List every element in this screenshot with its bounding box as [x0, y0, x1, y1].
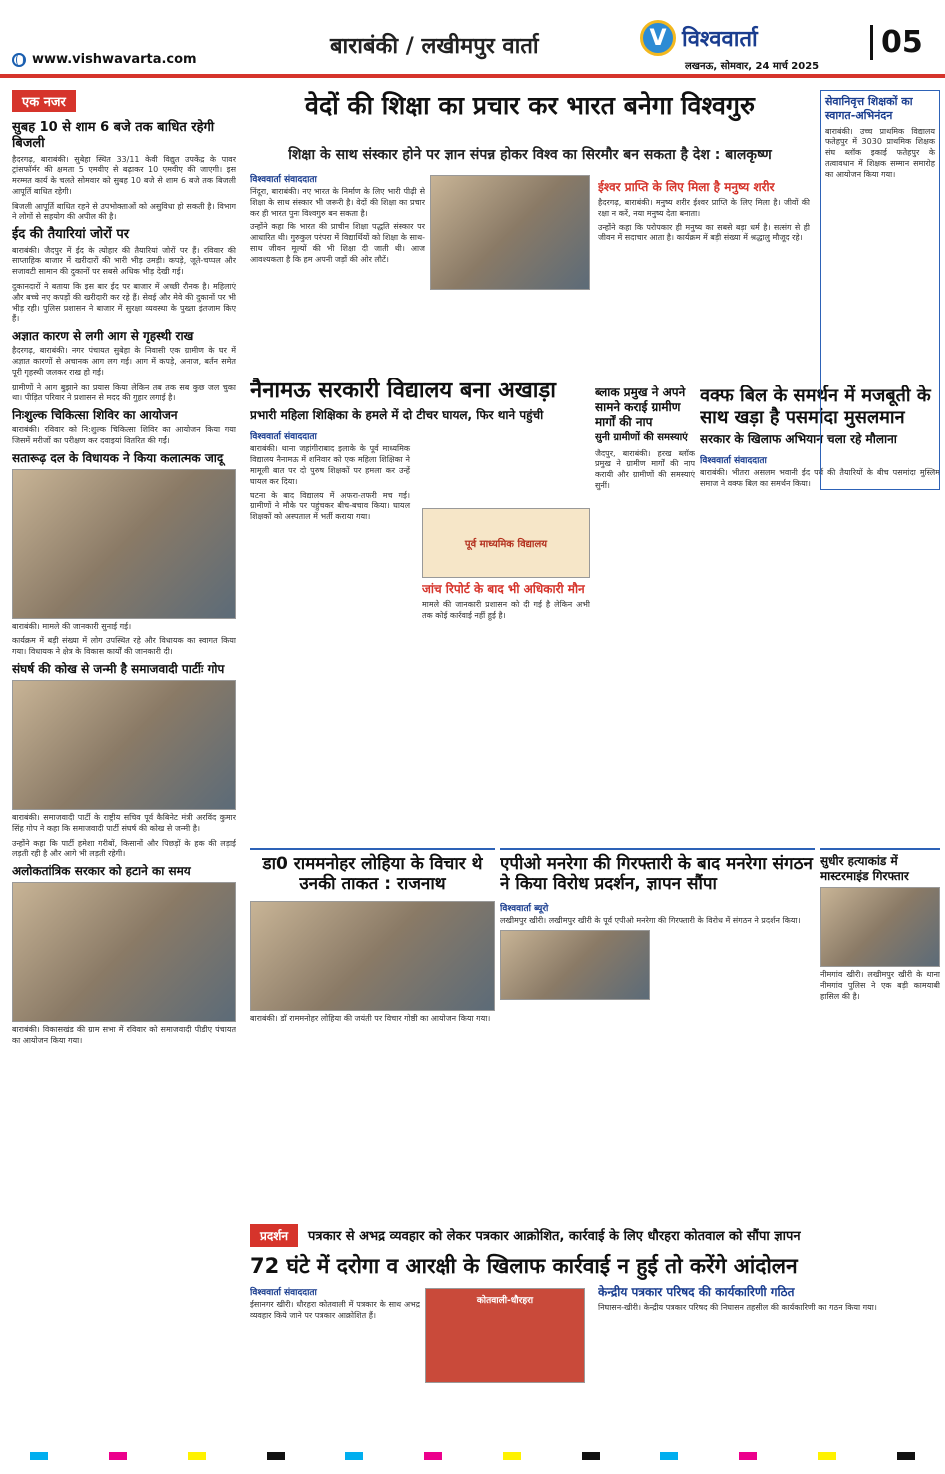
swatch — [424, 1452, 442, 1460]
lead-headline: वेदों की शिक्षा का प्रचार कर भारत बनेगा विश्वगुरु — [305, 91, 755, 120]
mnrega-story — [500, 848, 815, 1218]
waqf-byline: विश्ववार्ता संवाददाता — [700, 456, 767, 467]
left-item-title: निःशुल्क चिकित्सा शिविर का आयोजन — [12, 408, 178, 423]
swatch — [660, 1452, 678, 1460]
left-item-title: ईद की तैयारियां जोरों पर — [12, 227, 130, 243]
lead-photo — [430, 175, 590, 290]
site-url-text: www.vishwavarta.com — [32, 52, 197, 67]
block-headline: ब्लाक प्रमुख ने अपने सामने कराई ग्रामीण मार्गों की नाप — [595, 385, 686, 429]
mnrega-photo — [500, 930, 650, 1000]
left-item-text: हैदरगढ़, बाराबंकी। सुबेहा स्थित 33/11 केवी विद्युत उपकेंद्र के पावर ट्रांसफॉर्मर की क्षमता 5 एमवीए से बढ़ाकर 10 एमवीए की जाएगी। इस मरम्मत कार्य के चलते सोमवार को सुबह 10 बजे से शाम 6 बजे तक बिजली आपूर्ति बाधित रहेगी। — [12, 154, 236, 196]
waqf-body: बाराबंकी। भीतरा असलम भवानी ईद पर्व की तैयारियों के बीच पसमांदा मुस्लिम समाज ने वक्फ बिल का समर्थन किया। — [700, 468, 940, 488]
left-item-title: अज्ञात कारण से लगी आग से गृहस्थी राख — [12, 329, 194, 344]
print-color-bar — [0, 1452, 945, 1464]
retired-teachers-title: सेवानिवृत्त शिक्षकों का स्वागत-अभिनंदन — [825, 95, 913, 122]
page-number: 05 — [870, 25, 923, 60]
bottom-byline: विश्ववार्ता संवाददाता — [250, 1288, 317, 1298]
inquiry-story — [422, 582, 590, 682]
block-story — [595, 385, 695, 745]
site-url[interactable] — [12, 52, 197, 67]
lohia-body: बाराबंकी। डॉ राममनोहर लोहिया की जयंती पर विचार गोष्ठी का आयोजन किया गया। — [250, 1013, 491, 1023]
left-item-title: सुबह 10 से शाम 6 बजे तक बाधित रहेगी बिजली — [12, 120, 215, 152]
lohia-story — [250, 848, 495, 1218]
school-body: बाराबंकी। थाना जहांगीराबाद इलाके के पूर्व माध्यमिक विद्यालय नैनामऊ में शनिवार को एक महिला शिक्षिका ने मामूली बात पर दो पुरुष शिक्षकों पर हमला कर उन्हें घायल कर दिया। — [250, 444, 410, 486]
swatch — [897, 1452, 915, 1460]
left-item: ईद की तैयारियां जोरों पर बाराबंकी। जैदपुर में ईद के त्योहार की तैयारियां जोरों पर हैं। रविवार की साप्ताहिक बाजार में खरीदारों की भारी भीड़ उमड़ी। कपड़े, जूते-चप्पल और सजावटी सामान की दुकानों पर सबसे अधिक भीड़ देखी गई। दुकानदारों ने बताया कि इस बार ईद पर बाजार में अच्छी रौनक है। महिलाएं और बच्चे नए कपड़ों की खरीदारी कर रहे हैं। सेवई और मेवे की दुकानों पर भी भीड़ रही। पुलिस प्रशासन ने बाजार में सुरक्षा व्यवस्था के पुख्ता इंतजाम किए हैं। — [12, 227, 236, 324]
left-item: संघर्ष की कोख से जन्मी है समाजवादी पार्टीः गोप बाराबंकी। समाजवादी पार्टी के राष्ट्रीय सचिव पूर्व कैबिनेट मंत्री अरविंद कुमार सिंह गोप ने कहा कि समाजवादी पार्टी संघर्ष की कोख से जन्मी है। उन्होंने कहा कि पार्टी हमेशा गरीबों, किसानों और पिछड़ों के हक की लड़ाई लड़ती रही है और आगे भी लड़ती रहेगी। — [12, 662, 236, 859]
logo-icon: V — [640, 20, 676, 56]
sudhir-headline: सुधीर हत्याकांड में मास्टरमाइंड गिरफ्तार — [820, 854, 909, 883]
bottom-photo-caption: कोतवाली-धौरहरा — [476, 1296, 534, 1306]
left-item — [12, 864, 236, 1047]
school-photo-caption: पूर्व माध्यमिक विद्यालय — [464, 539, 548, 550]
school-byline: विश्ववार्ता संवाददाता — [250, 432, 317, 443]
swatch — [109, 1452, 127, 1460]
bottom-side-story — [598, 1285, 940, 1445]
lead-body: निंदूरा, बाराबंकी। नए भारत के निर्माण के लिए भारी पीढ़ी से शिक्षा के साथ संस्कार भी जरूरी है। वेदों की शिक्षा का प्रचार कर ही भारत पुनः विश्वगुरु बन सकता है। — [250, 187, 425, 218]
logo-name: विश्ववार्ता — [682, 27, 758, 52]
globe-icon — [12, 53, 26, 67]
left-item — [12, 408, 236, 447]
mnrega-body: लखीमपुर खीरी। लखीमपुर खीरी के पूर्व एपीओ मनरेगा की गिरफ्तारी के विरोध में संगठन ने प्रदर्शन किया। — [500, 915, 801, 925]
sudhir-photo — [820, 887, 940, 967]
left-item-text: बाराबंकी। जैदपुर में ईद के त्योहार की तैयारियां जोरों पर हैं। रविवार की साप्ताहिक बाजार में खरीदारों की भारी भीड़ उमड़ी। कपड़े, जूते-चप्पल और सजावटी सामान की दुकानों पर सबसे अधिक भीड़ देखी गई। — [12, 245, 236, 277]
section-title: बाराबंकी / लखीमपुर वार्ता — [330, 34, 539, 59]
left-item-title: संघर्ष की कोख से जन्मी है समाजवादी पार्टीः गोप — [12, 662, 225, 677]
lead-byline: विश्ववार्ता संवाददाता — [250, 175, 317, 185]
left-item-text: हैदरगढ़, बाराबंकी। नगर पंचायत सुबेहा के निवासी एक ग्रामीण के घर में अज्ञात कारणों से अचानक आग लग गई। आग में कपड़े, अनाज, बर्तन समेत पूरी गृहस्थी जलकर राख हो गई। — [12, 346, 236, 377]
logo — [640, 20, 758, 56]
swatch — [345, 1452, 363, 1460]
inquiry-body: मामले की जानकारी प्रशासन को दी गई है लेकिन अभी तक कोई कार्रवाई नहीं हुई है। — [422, 600, 590, 620]
left-item-text: बाराबंकी। समाजवादी पार्टी के राष्ट्रीय सचिव पूर्व कैबिनेट मंत्री अरविंद कुमार सिंह गोप ने कहा कि समाजवादी पार्टी संघर्ष की कोख से जन्मी है। — [12, 813, 236, 833]
dateline: लखनऊ, सोमवार, 24 मार्च 2025 — [685, 61, 820, 72]
left-item-text: बाराबंकी। रविवार को नि:शुल्क चिकित्सा शिविर का आयोजन किया गया जिसमें मरीजों का परीक्षण कर दवाइयां वितरित की गईं। — [12, 425, 236, 445]
school-story: नैनामऊ सरकारी विद्यालय बना अखाड़ा प्रभारी महिला शिक्षिका के हमले में दो टीचर घायल, फिर थाने पहुंची विश्ववार्ता संवाददाता बाराबंकी। थाना जहांगीराबाद इलाके के पूर्व माध्यमिक विद्यालय नैनामऊ में शनिवार को एक महिला शिक्षिका ने मामूली बात पर दो पुरुष शिक्षकों पर हमला कर उन्हें घायल कर दिया। घटना के बाद विद्यालय में अफरा-तफरी मच गई। ग्रामीणों ने मौके पर पहुंचकर बीच-बचाव किया। घायल शिक्षकों को अस्पताल में भर्ती कराया गया। — [250, 378, 585, 848]
lead-story: विश्ववार्ता संवाददाता निंदूरा, बाराबंकी। नए भारत के निर्माण के लिए भारी पीढ़ी से शिक्षा के साथ संस्कार भी जरूरी है। वेदों की शिक्षा का प्रचार कर ही भारत पुनः विश्वगुरु बन सकता है। उन्होंने कहा कि भारत की प्राचीन शिक्षा पद्धति संस्कार पर आधारित थी। गुरुकुल परंपरा में विद्यार्थियों को शिक्षा के साथ-साथ जीवन मूल्यों की भी शिक्षा दी जाती थी। आज आवश्यकता है कि हम अपनी जड़ों की ओर लौटें। — [250, 172, 425, 372]
left-item: सुबह 10 से शाम 6 बजे तक बाधित रहेगी बिजली हैदरगढ़, बाराबंकी। सुबेहा स्थित 33/11 केवी विद्युत उपकेंद्र के पावर ट्रांसफॉर्मर की क्षमता 5 एमवीए से बढ़ाकर 10 एमवीए की जाएगी। इस मरम्मत कार्य के चलते सोमवार को सुबह 10 बजे से शाम 6 बजे तक बिजली आपूर्ति बाधित रहेगी। बिजली आपूर्ति बाधित रहने से उपभोक्ताओं को असुविधा हो सकती है। विभाग ने लोगों से सहयोग की अपील की है। — [12, 120, 236, 222]
left-item-text: बाराबंकी। मामले की जानकारी सुनाई गई। — [12, 621, 132, 631]
bottom-side-body: निघासन-खीरी। केन्द्रीय पत्रकार परिषद की निघासन तहसील की कार्यकारिणी का गठन किया गया। — [598, 1303, 877, 1312]
waqf-subheadline: सरकार के खिलाफ अभियान चला रहे मौलाना — [700, 432, 897, 447]
left-column — [12, 90, 236, 1440]
left-item: सतारूढ़ दल के विधायक ने किया कलात्मक जादू बाराबंकी। मामले की जानकारी सुनाई गई। कार्यक्रम में बड़ी संख्या में लोग उपस्थित रहे और विधायक का स्वागत किया गया। विधायक ने क्षेत्र के विकास कार्यों की जानकारी दी। — [12, 450, 236, 657]
lead-side-title: ईश्वर प्राप्ति के लिए मिला है मनुष्य शरीर — [598, 180, 775, 194]
lohia-photo — [250, 901, 495, 1011]
bottom-body: ईसानगर खीरी। धौरहरा कोतवाली में पत्रकार के साथ अभद्र व्यवहार किये जाने पर पत्रकार आक्रोशित हैं। — [250, 1300, 420, 1320]
sudhir-story — [820, 848, 940, 1218]
swatch — [503, 1452, 521, 1460]
left-photo — [12, 680, 236, 810]
lohia-headline: डा0 राममनोहर लोहिया के विचार थे उनकी ताकत : राजनाथ — [262, 854, 483, 895]
retired-teachers-box — [820, 90, 940, 490]
masthead-rule — [0, 74, 945, 78]
school-subheadline: प्रभारी महिला शिक्षिका के हमले में दो टीचर घायल, फिर थाने पहुंची — [250, 408, 544, 423]
school-headline: नैनामऊ सरकारी विद्यालय बना अखाड़ा — [250, 378, 556, 403]
left-photo — [12, 882, 236, 1022]
swatch — [267, 1452, 285, 1460]
masthead — [0, 0, 945, 70]
block-subheadline: सुनी ग्रामीणों की समस्याएं — [595, 432, 688, 443]
bottom-headline: 72 घंटे में दरोगा व आरक्षी के खिलाफ कार्रवाई न हुई तो करेंगे आंदोलन — [250, 1254, 798, 1278]
left-photo — [12, 469, 236, 619]
banner-tag: प्रदर्शन — [250, 1224, 298, 1247]
bottom-story — [250, 1285, 420, 1450]
mnrega-headline: एपीओ मनरेगा की गिरफ्तारी के बाद मनरेगा संगठन ने किया विरोध प्रदर्शन, ज्ञापन सौंपा — [500, 854, 813, 895]
left-item-text: बाराबंकी। विकासखंड की ग्राम सभा में रविवार को समाजवादी पीडीए पंचायत का आयोजन किया गया। — [12, 1025, 236, 1046]
bottom-photo — [425, 1288, 585, 1383]
left-item-title: सतारूढ़ दल के विधायक ने किया कलात्मक जादू — [12, 450, 224, 465]
swatch — [188, 1452, 206, 1460]
school-photo — [422, 508, 590, 578]
bottom-side-title: केन्द्रीय पत्रकार परिषद की कार्यकारिणी गठित — [598, 1285, 795, 1299]
banner-text: पत्रकार से अभद्र व्यवहार को लेकर पत्रकार आक्रोशित, कार्रवाई के लिए धौरहरा कोतवाल को सौंपा ज्ञापन — [308, 1229, 801, 1244]
protest-banner — [250, 1223, 940, 1247]
lead-side-story: ईश्वर प्राप्ति के लिए मिला है मनुष्य शरीर हैदरगढ़, बाराबंकी। मनुष्य शरीर ईश्वर प्राप्ति के लिए मिला है। जीवों की रक्षा न करें, नया मनुष्य देता बनाता। उन्होंने कहा कि परोपकार ही मनुष्य का सबसे बड़ा धर्म है। सत्संग से ही जीवन में सदाचार आता है। कार्यक्रम में बड़ी संख्या में श्रद्धालु मौजूद रहे। — [598, 180, 810, 243]
inquiry-title: जांच रिपोर्ट के बाद भी अधिकारी मौन — [422, 582, 585, 596]
lead-side-body: हैदरगढ़, बाराबंकी। मनुष्य शरीर ईश्वर प्राप्ति के लिए मिला है। जीवों की रक्षा न करें, नया मनुष्य देता बनाता। — [598, 198, 810, 218]
sudhir-body: नीमगांव खीरी। लखीमपुर खीरी के थाना नीमगांव पुलिस ने एक बड़ी कामयाबी हासिल की है। — [820, 970, 940, 1001]
lead-subheadline: शिक्षा के साथ संस्कार होने पर ज्ञान संपन्न होकर विश्व का सिरमौर बन सकता है देश : बालकृष्ण — [288, 147, 772, 163]
swatch — [582, 1452, 600, 1460]
mnrega-byline: विश्ववार्ता ब्यूरो — [500, 903, 549, 914]
swatch — [739, 1452, 757, 1460]
left-item: अज्ञात कारण से लगी आग से गृहस्थी राख हैदरगढ़, बाराबंकी। नगर पंचायत सुबेहा के निवासी एक ग्रामीण के घर में अज्ञात कारणों से अचानक आग लग गई। आग में कपड़े, अनाज, बर्तन समेत पूरी गृहस्थी जलकर राख हो गई। ग्रामीणों ने आग बुझाने का प्रयास किया लेकिन तब तक सब कुछ जल चुका था। पीड़ित परिवार ने प्रशासन से मदद की गुहार लगाई है। — [12, 329, 236, 403]
swatch — [818, 1452, 836, 1460]
ek-nazar-label: एक नजर — [12, 90, 76, 112]
waqf-headline: वक्फ बिल के समर्थन में मजबूती के साथ खड़ा है पसमांदा मुसलमान — [700, 385, 931, 428]
block-body: जैदपुर, बाराबंकी। हरख ब्लॉक प्रमुख ने ग्रामीण मार्गों की नाप करायी और ग्रामीणों की समस्याएं सुनीं। — [595, 448, 695, 490]
swatch — [30, 1452, 48, 1460]
left-item-title: अलोकतांत्रिक सरकार को हटाने का समय — [12, 864, 191, 879]
retired-teachers-body: बाराबंकी। उच्च प्राथमिक विद्यालय फतेहपुर में 3030 प्राथमिक शिक्षक संघ ब्लॉक इकाई फतेहपुर के तत्वावधान में शिक्षक सम्मान समारोह का आयोजन किया गया। — [825, 126, 935, 179]
